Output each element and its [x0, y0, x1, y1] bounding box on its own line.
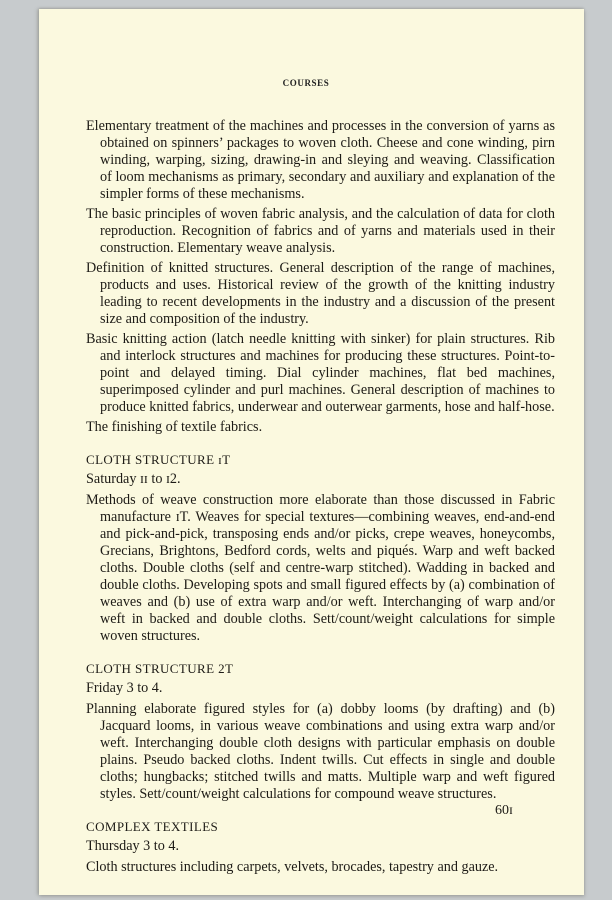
course-description: Cloth structures including carpets, velvets, brocades, tapestry and gauze. — [86, 859, 499, 875]
course-heading: CLOTH STRUCTURE 2T — [86, 661, 234, 676]
course-section — [86, 818, 555, 876]
course-description: Methods of weave construction more elaborate than those discussed in Fabric manufacture ɪT. Weaves for special textures—combining weaves, end-and-end and pick-and-pick, transposing ends and/or picks, crepe weaves, honeycombs, Grecians, Brightons, Bedford cords, welts and piqués. Warp and weft backed cloths. Double cloths (self and centre-warp stitched). Wadding in backed and double cloths. Developing spots and small figured effects by (a) combination of weaves and (b) use of extra warp and/or weft. Interchanging of warp and/or weft in backed and double cloths. Sett/count/weight calculations for simple woven structures. — [86, 492, 555, 644]
course-schedule: Friday 3 to 4. — [86, 680, 163, 696]
page-body — [86, 118, 555, 876]
course-schedule: Saturday ɪɪ to ɪ2. — [86, 471, 181, 487]
course-description-paragraph: Definition of knitted structures. General description of the range of machines, products and uses. Historical review of the growth of the knitting industry leading to recent developments in the industry and a discussion of the present size and composition of the industry. — [86, 260, 555, 327]
running-head: COURSES — [282, 78, 330, 88]
course-description-paragraph: The basic principles of woven fabric analysis, and the calculation of data for cloth reproduction. Recognition of fabrics and of yarns and materials used in their construction. Elementary weave analysis. — [86, 206, 555, 256]
course-heading: CLOTH STRUCTURE ɪT — [86, 452, 231, 467]
page-number: 60ɪ — [495, 803, 513, 818]
course-description-paragraph: Basic knitting action (latch needle knitting with sinker) for plain structures. Rib and interlock structures and machines for producing these structures. Point-to-point and delayed timing. Dial cylinder machines, flat bed machines, superimposed cylinder and purl machines. General description of machines to produce knitted fabrics, underwear and outerwear garments, hose and half-hose. — [86, 331, 555, 415]
course-schedule: Thursday 3 to 4. — [86, 838, 179, 854]
course-description-paragraph: Elementary treatment of the machines and processes in the conversion of yarns as obtained on spinners’ packages to woven cloth. Cheese and cone winding, pirn winding, warping, sizing, drawing-in and sleying and weaving. Classification of loom mechanisms as primary, secondary and auxiliary and explanation of the simpler forms of these mechanisms. — [86, 118, 555, 202]
course-section — [86, 660, 555, 803]
course-description-paragraph: The finishing of textile fabrics. — [86, 419, 263, 435]
course-heading: COMPLEX TEXTILES — [86, 819, 219, 834]
course-description: Planning elaborate figured styles for (a) dobby looms (by drafting) and (b) Jacquard looms, in various weave combinations and using extra warp and/or weft. Interchanging double cloth designs with particular emphasis on double plains. Pseudo backed cloths. Indent twills. Cut effects in single and double cloths; hungbacks; stitched twills and matts. Multiple warp and weft figured styles. Sett/count/weight calculations for compound weave structures. — [86, 701, 555, 802]
course-section — [86, 451, 555, 645]
